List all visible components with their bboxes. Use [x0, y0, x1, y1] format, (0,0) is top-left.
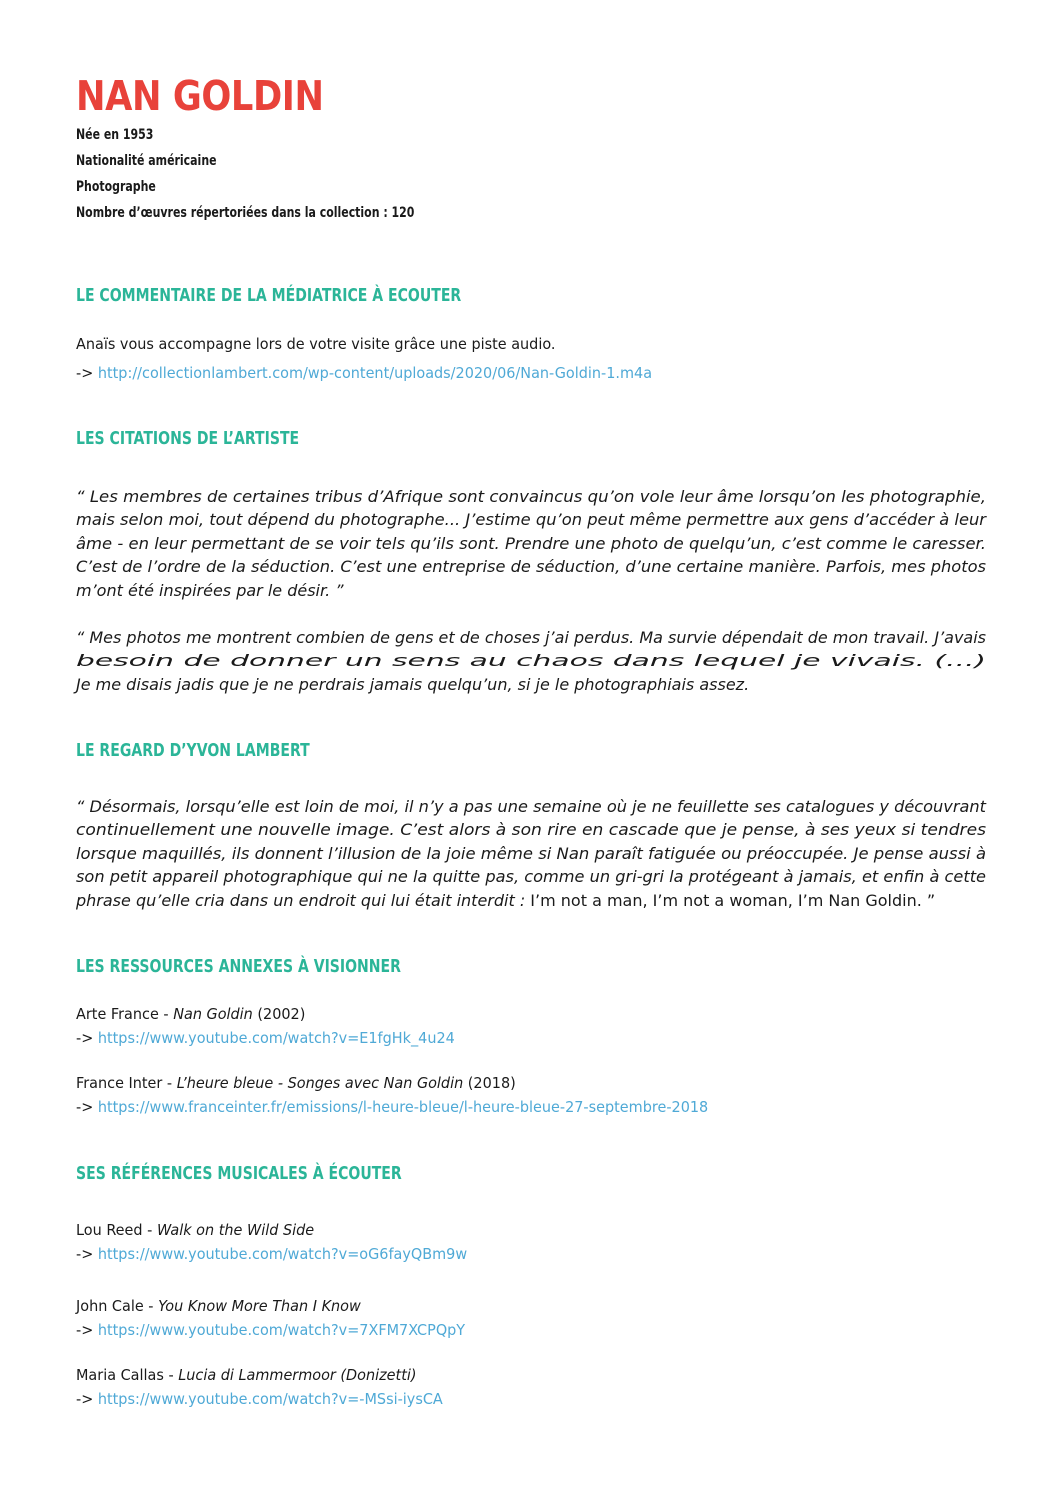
quote-line: mais selon moi, tout dépend du photographe... J’estime qu’on peut même permettre aux gens d’accéder à leur: [76, 510, 986, 530]
music-title: [76, 1219, 314, 1242]
music-link[interactable]: https://www.youtube.com/watch?v=oG6fayQBm9w: [97, 1245, 468, 1263]
resource-year: (2018): [463, 1074, 516, 1092]
resource-title: [76, 1072, 516, 1095]
meta-profession: Photographe: [76, 179, 156, 195]
music-link-line: [76, 1388, 443, 1411]
heading-regard: LE REGARD D’YVON LAMBERT: [76, 740, 310, 761]
music-title: [76, 1295, 361, 1318]
music-link-line: [76, 1319, 465, 1342]
resource-source: Arte France -: [76, 1005, 174, 1023]
arrow: ->: [76, 364, 98, 382]
music-link[interactable]: https://www.youtube.com/watch?v=-MSsi-iysCA: [97, 1390, 443, 1408]
artist-meta: [76, 122, 479, 226]
music-work: Walk on the Wild Side: [156, 1221, 315, 1239]
quote-line: “ Désormais, lorsqu’elle est loin de moi, il n’y a pas une semaine où je ne feuillette ses catalogues y découvrant: [76, 797, 986, 816]
quote-line-last: [76, 889, 986, 912]
arrow: ->: [76, 1098, 98, 1116]
audio-link-line: [76, 362, 652, 385]
resource-year: (2002): [252, 1005, 306, 1023]
music-work: Lucia di Lammermoor (Donizetti): [178, 1366, 417, 1384]
heading-musique: SES RÉFÉRENCES MUSICALES À ÉCOUTER: [76, 1163, 402, 1184]
quote-italic-part: phrase qu’elle cria dans un endroit qui lui était interdit :: [76, 890, 531, 910]
quote-line: “ Les membres de certaines tribus d’Afrique sont convaincus qu’on vole leur âme lorsqu’on les photographie,: [76, 487, 986, 506]
quote-line: son petit appareil photographique qui ne la quitte pas, comme un gri-gri la protégeant à jamais, et enfin à cette: [76, 867, 986, 887]
artist-quote-2: [76, 626, 986, 696]
quote-line: Je me disais jadis que je ne perdrais jamais quelqu’un, si je le photographiais assez.: [76, 674, 750, 694]
meta-works-count: Nombre d’œuvres répertoriées dans la collection : 120: [76, 205, 415, 221]
heading-mediatrice: LE COMMENTAIRE DE LA MÉDIATRICE À ECOUTER: [76, 285, 462, 306]
resource-link-line: [76, 1027, 455, 1050]
music-link-line: [76, 1243, 467, 1266]
resource-source: France Inter -: [76, 1074, 177, 1092]
resource-work: L’heure bleue - Songes avec Nan Goldin: [176, 1074, 464, 1092]
quote-line: lorsque maquillés, ils donnent l’illusion de la joie même si Nan paraît fatiguée ou préoccupée. Je pense aussi à: [76, 843, 986, 863]
music-artist: Maria Callas -: [76, 1366, 179, 1384]
lambert-quote: [76, 795, 986, 912]
page-title: NAN GOLDIN: [76, 72, 324, 120]
arrow: ->: [76, 1321, 98, 1339]
quote-line: besoin de donner un sens au chaos dans lequel je vivais. (...): [76, 651, 986, 671]
resource-link[interactable]: https://www.youtube.com/watch?v=E1fgHk_4u24: [97, 1029, 455, 1047]
music-artist: John Cale -: [76, 1297, 159, 1315]
resource-work: Nan Goldin: [173, 1005, 253, 1023]
quote-line: m’ont été inspirées par le désir. ”: [76, 580, 344, 600]
resource-link[interactable]: https://www.franceinter.fr/emissions/l-heure-bleue/l-heure-bleue-27-septembre-2018: [97, 1098, 709, 1116]
meta-birth: Née en 1953: [76, 127, 154, 143]
audio-link[interactable]: http://collectionlambert.com/wp-content/uploads/2020/06/Nan-Goldin-1.m4a: [97, 364, 653, 382]
quote-roman-part: I’m not a man, I’m not a woman, I’m Nan Goldin. ”: [530, 890, 936, 910]
heading-ressources: LES RESSOURCES ANNEXES À VISIONNER: [76, 956, 401, 977]
music-work: You Know More Than I Know: [158, 1297, 361, 1315]
resource-link-line: [76, 1096, 708, 1119]
artist-quote-1: [76, 485, 986, 602]
resource-title: [76, 1003, 305, 1026]
quote-line: continuellement une nouvelle image. C’est alors à son rire en cascade que je pense, à ses yeux si tendres: [76, 820, 986, 840]
arrow: ->: [76, 1390, 98, 1408]
heading-citations: LES CITATIONS DE L’ARTISTE: [76, 428, 300, 449]
meta-nationality: Nationalité américaine: [76, 153, 217, 169]
music-title: [76, 1364, 416, 1387]
music-artist: Lou Reed -: [76, 1221, 157, 1239]
quote-line: C’est de l’ordre de la séduction. C’est une entreprise de séduction, d’une certaine manière. Parfois, mes photos: [76, 557, 986, 577]
audio-intro-text: Anaïs vous accompagne lors de votre visite grâce une piste audio.: [76, 335, 556, 353]
quote-line: âme - en leur permettant de se voir tels qu’ils sont. Prendre une photo de quelqu’un, c’est comme le caresser.: [76, 533, 986, 553]
arrow: ->: [76, 1245, 98, 1263]
arrow: ->: [76, 1029, 98, 1047]
quote-line: “ Mes photos me montrent combien de gens et de choses j’ai perdus. Ma survie dépendait de mon travail. J’avais: [76, 628, 986, 647]
music-link[interactable]: https://www.youtube.com/watch?v=7XFM7XCPQpY: [97, 1321, 466, 1339]
